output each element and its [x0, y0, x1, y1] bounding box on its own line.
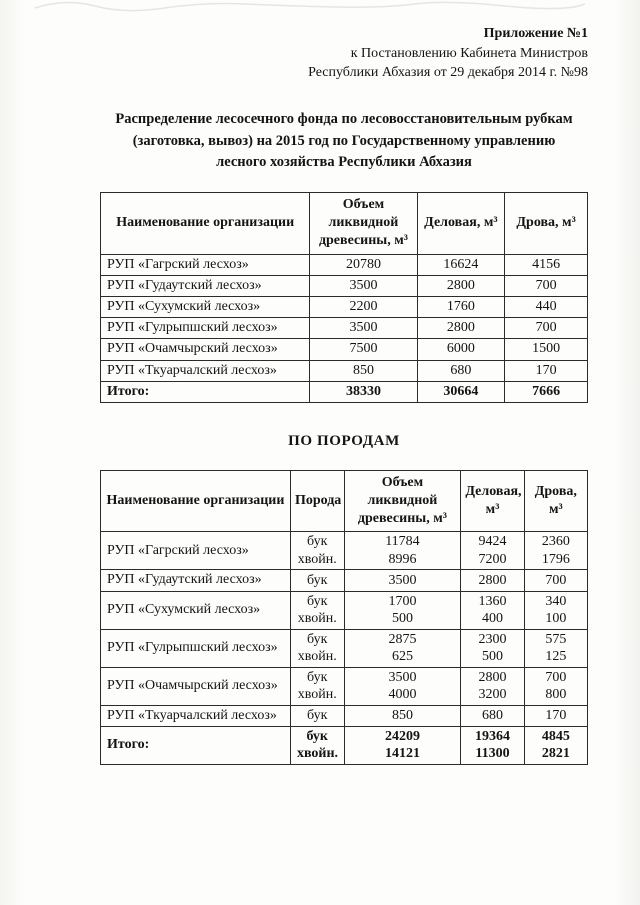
table-row	[101, 254, 588, 275]
cell-line: 800	[545, 687, 567, 703]
species-cell	[290, 705, 344, 726]
cell-line: 1360	[478, 593, 507, 609]
volume-cell	[344, 570, 461, 591]
cell-line: 575	[545, 631, 567, 647]
column-header-organization: Наименование организации	[101, 470, 291, 532]
allocation-table	[100, 192, 588, 403]
firewood-cell	[524, 629, 587, 667]
species-table	[100, 470, 588, 765]
firewood-cell: 4156	[505, 254, 588, 275]
cell-line: 680	[482, 708, 504, 723]
business-cell: 2800	[417, 275, 505, 296]
organization-cell: РУП «Очамчырский лесхоз»	[101, 667, 291, 705]
firewood-cell: 700	[505, 318, 588, 339]
cell-line: 9424	[478, 534, 507, 550]
cell-line: бук	[307, 534, 328, 550]
column-header-business: Деловая, м³	[461, 470, 524, 532]
table-row	[101, 532, 588, 570]
column-header-species: Порода	[290, 470, 344, 532]
firewood-cell	[524, 570, 587, 591]
cell-line: 11784	[385, 534, 420, 550]
species-cell	[290, 726, 344, 764]
column-header-volume: Объем ликвидной древесины, м³	[344, 470, 461, 532]
species-cell	[290, 591, 344, 629]
cell-line: 4000	[388, 687, 417, 703]
volume-cell: 7500	[310, 339, 417, 360]
volume-cell: 850	[310, 360, 417, 381]
cell-line: 19364	[475, 728, 511, 744]
cell-line: 100	[545, 611, 567, 627]
table-header-row	[101, 193, 588, 255]
organization-cell: РУП «Очамчырский лесхоз»	[101, 339, 310, 360]
table-row	[101, 296, 588, 317]
firewood-cell: 170	[505, 360, 588, 381]
cell-line: хвойн.	[297, 687, 337, 703]
organization-cell: РУП «Гудаутский лесхоз»	[101, 570, 291, 591]
species-cell	[290, 570, 344, 591]
cell-line: 7200	[478, 551, 507, 567]
organization-cell: РУП «Гагрский лесхоз»	[101, 254, 310, 275]
business-cell: 30664	[417, 381, 505, 402]
table-header-row	[101, 470, 588, 532]
volume-cell: 38330	[310, 381, 417, 402]
business-cell: 680	[417, 360, 505, 381]
cell-line: 3500	[388, 669, 417, 685]
cell-line: хвойн.	[296, 746, 339, 762]
table-row	[101, 667, 588, 705]
organization-cell: РУП «Гулрыпшский лесхоз»	[101, 629, 291, 667]
business-cell: 6000	[417, 339, 505, 360]
cell-line: 8996	[388, 551, 417, 567]
resolution-reference: к Постановлению Кабинета Министров	[350, 45, 588, 61]
document-header	[100, 24, 588, 83]
total-row	[101, 381, 588, 402]
business-cell	[461, 705, 524, 726]
organization-cell: РУП «Гудаутский лесхоз»	[101, 275, 310, 296]
business-cell: 2800	[417, 318, 505, 339]
cell-line: 4845	[541, 728, 570, 744]
table-row	[101, 360, 588, 381]
organization-cell: РУП «Гагрский лесхоз»	[101, 532, 291, 570]
firewood-cell: 700	[505, 275, 588, 296]
firewood-cell	[524, 667, 587, 705]
cell-line: 24209	[384, 728, 420, 744]
business-cell	[461, 667, 524, 705]
document-title: Распределение лесосечного фонда по лесовосстановительным рубкам (заготовка, вывоз) на 2015 год по Государственному управлению лесного хозяйства Республики Абхазия	[115, 110, 573, 171]
cell-line: 700	[545, 572, 567, 588]
cell-line: бук	[307, 631, 328, 647]
firewood-cell	[524, 705, 587, 726]
species-cell	[290, 532, 344, 570]
table-row	[101, 629, 588, 667]
firewood-cell	[524, 726, 587, 764]
table-row	[101, 570, 588, 591]
appendix-number: Приложение №1	[483, 26, 588, 41]
cell-line: бук	[307, 708, 328, 723]
business-cell	[461, 532, 524, 570]
organization-cell: Итого:	[101, 381, 310, 402]
cell-line: 11300	[475, 746, 510, 762]
organization-cell: РУП «Ткуарчалский лесхоз»	[101, 705, 291, 726]
cell-line: 1796	[541, 551, 570, 567]
business-cell	[461, 591, 524, 629]
cell-line: 170	[545, 708, 567, 723]
cell-line: 340	[545, 593, 567, 609]
cell-line: 500	[391, 611, 413, 627]
organization-cell: РУП «Гулрыпшский лесхоз»	[101, 318, 310, 339]
table-row	[101, 591, 588, 629]
table-row	[101, 318, 588, 339]
firewood-cell	[524, 532, 587, 570]
species-cell	[290, 629, 344, 667]
organization-cell: Итого:	[101, 726, 291, 764]
volume-cell	[344, 726, 461, 764]
table-row	[101, 705, 588, 726]
cell-line: 500	[482, 649, 504, 665]
column-header-firewood: Дрова, м³	[524, 470, 587, 532]
business-cell: 1760	[417, 296, 505, 317]
scan-noise-artifact	[30, 0, 590, 14]
business-cell	[461, 570, 524, 591]
cell-line: бук	[307, 669, 328, 685]
cell-line: 625	[391, 649, 413, 665]
volume-cell	[344, 705, 461, 726]
cell-line: 2821	[541, 746, 570, 762]
column-header-firewood: Дрова, м³	[505, 193, 588, 255]
cell-line: 2300	[478, 631, 507, 647]
firewood-cell: 1500	[505, 339, 588, 360]
firewood-cell	[524, 591, 587, 629]
volume-cell: 3500	[310, 318, 417, 339]
volume-cell	[344, 591, 461, 629]
column-header-volume: Объем ликвидной древесины, м³	[310, 193, 417, 255]
species-cell	[290, 667, 344, 705]
volume-cell	[344, 667, 461, 705]
volume-cell: 20780	[310, 254, 417, 275]
cell-line: 3200	[478, 687, 507, 703]
table-row	[101, 339, 588, 360]
firewood-cell: 440	[505, 296, 588, 317]
organization-cell: РУП «Сухумский лесхоз»	[101, 296, 310, 317]
table-row	[101, 275, 588, 296]
cell-line: 2875	[388, 631, 417, 647]
business-cell: 16624	[417, 254, 505, 275]
cell-line: 14121	[384, 746, 420, 762]
cell-line: 2360	[541, 534, 570, 550]
cell-line: хвойн.	[297, 611, 337, 627]
organization-cell: РУП «Ткуарчалский лесхоз»	[101, 360, 310, 381]
organization-cell: РУП «Сухумский лесхоз»	[101, 591, 291, 629]
volume-cell	[344, 629, 461, 667]
cell-line: хвойн.	[297, 649, 337, 665]
business-cell	[461, 629, 524, 667]
cell-line: бук	[307, 572, 328, 588]
cell-line: 2800	[478, 572, 507, 588]
cell-line: бук	[307, 593, 328, 609]
cell-line: 700	[545, 669, 567, 685]
section-title-by-species: ПО ПОРОДАМ	[288, 432, 400, 449]
total-row	[101, 726, 588, 764]
cell-line: 850	[391, 708, 413, 723]
cell-line: 125	[545, 649, 567, 665]
cell-line: хвойн.	[297, 551, 337, 567]
resolution-date: Республики Абхазия от 29 декабря 2014 г. №98	[308, 65, 588, 81]
cell-line: 1700	[388, 593, 417, 609]
firewood-cell: 7666	[505, 381, 588, 402]
business-cell	[461, 726, 524, 764]
cell-line: бук	[306, 728, 328, 744]
volume-cell: 3500	[310, 275, 417, 296]
volume-cell	[344, 532, 461, 570]
cell-line: 400	[482, 611, 504, 627]
cell-line: 3500	[388, 572, 417, 588]
column-header-organization: Наименование организации	[101, 193, 310, 255]
cell-line: 2800	[478, 669, 507, 685]
column-header-business: Деловая, м³	[417, 193, 505, 255]
volume-cell: 2200	[310, 296, 417, 317]
